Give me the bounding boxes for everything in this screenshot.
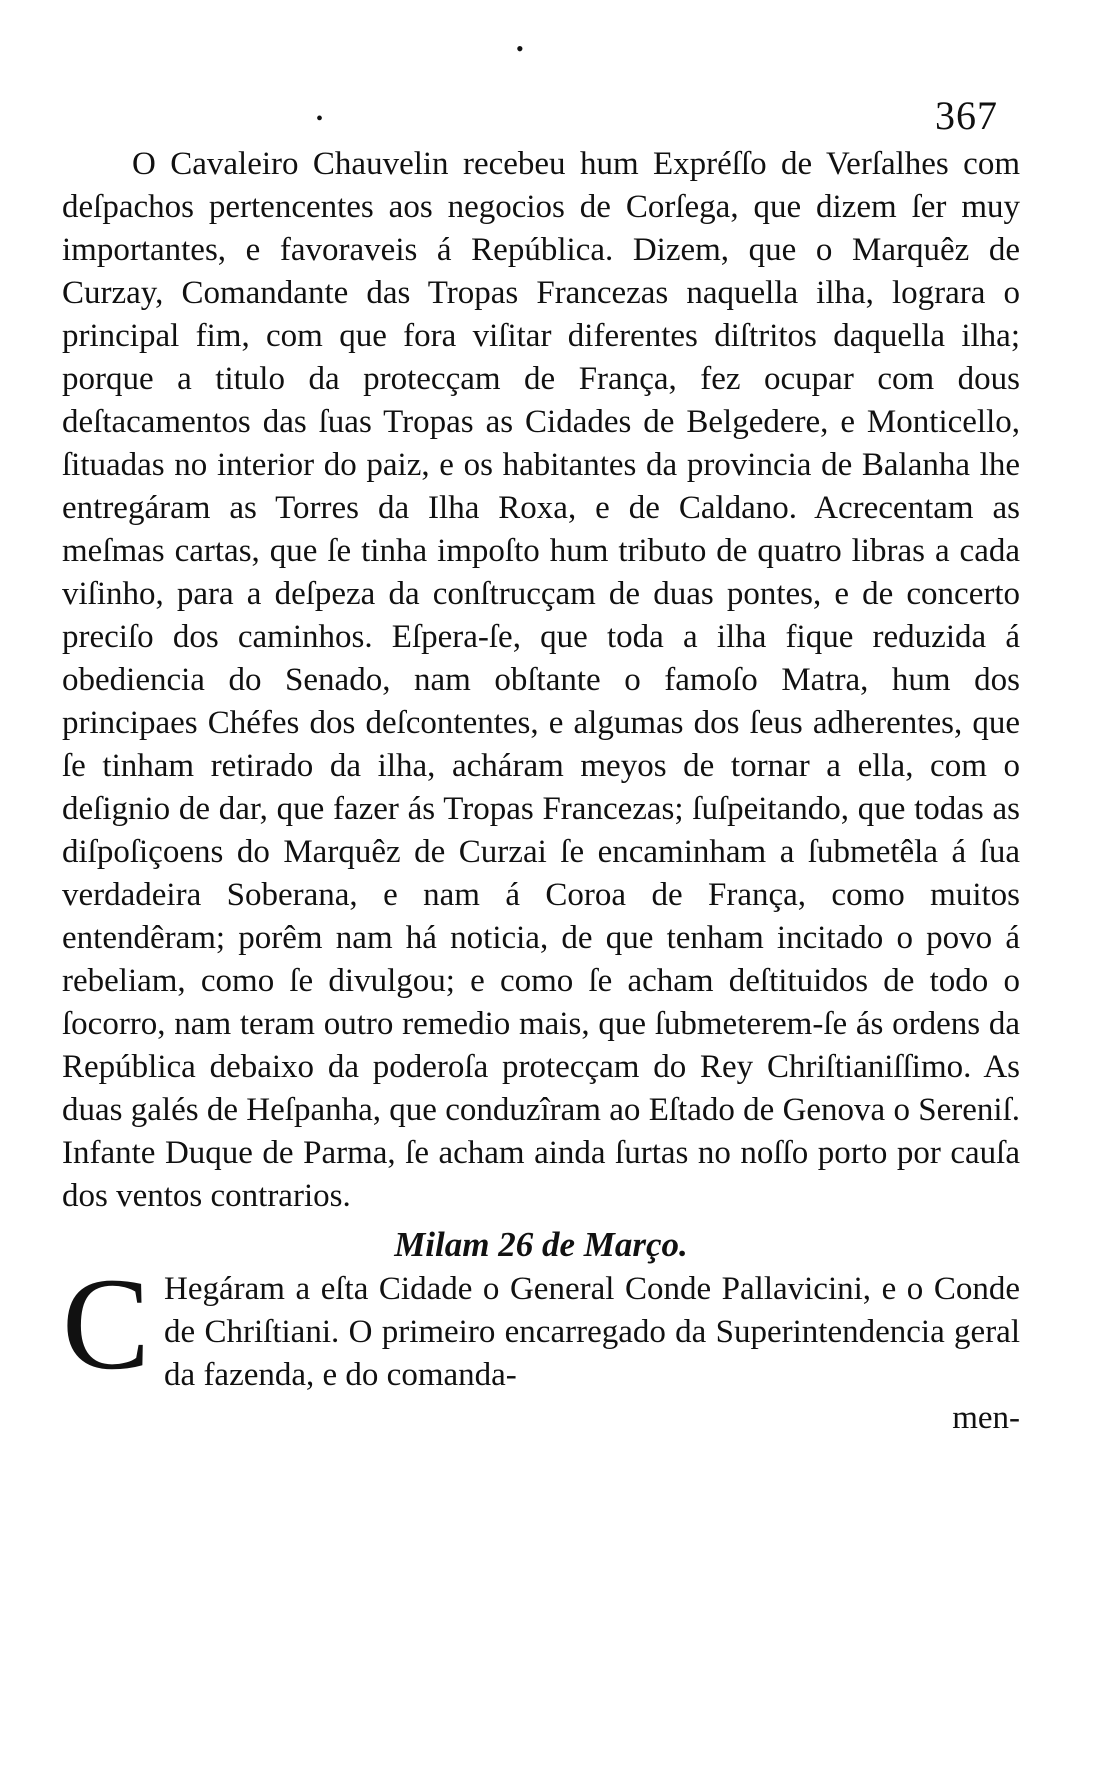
paragraph-milan-text: Hegáram a eſta Cidade o General Conde Pallavicini, e o Conde de Chriſtiani. O primeiro encarregado da Superintendencia geral da fazenda, e do comanda- xyxy=(164,1271,1020,1393)
ink-speck: • xyxy=(316,108,324,130)
drop-cap: C xyxy=(62,1250,151,1397)
paragraph-versailles-corsica: O Cavaleiro Chauvelin recebeu hum Expréſſo de Verſalhes com deſpachos pertencentes aos negocios de Corſega, que dizem ſer muy importantes, e favoraveis á República. Dizem, que o Marquêz de Curzay, Comandante das Tropas Francezas naquella ilha, lograra o principal fim, com que fora viſitar diferentes diſtritos daquella ilha; porque a titulo da protecçam de França, fez ocupar com dous deſtacamentos das ſuas Tropas as Cidades de Belgedere, e Monticello, ſituadas no interior do paiz, e os habitantes da provincia de Balanha lhe entregáram as Torres da Ilha Roxa, e de Caldano. Acrecentam as meſmas cartas, que ſe tinha impoſto hum tributo de quatro libras a cada viſinho, para a deſpeza da conſtrucçam de duas pontes, e de concerto preciſo dos caminhos. Eſpera-ſe, que toda a ilha fique reduzida á obediencia do Senado, nam obſtante o famoſo Matra, hum dos principaes Chéfes dos deſcontentes, e algumas dos ſeus adherentes, que ſe tinham retirado da ilha, acháram meyos de tornar a ella, com o deſignio de dar, que fazer ás Tropas Francezas; ſuſpeitando, que todas as diſpoſiçoens do Marquêz de Curzai ſe encaminham a ſubmetêla á ſua verdadeira Soberana, e nam á Coroa de França, como muitos entendêram; porêm nam há noticia, de que tenham incitado o povo á rebeliam, como ſe divulgou; e como ſe acham deſtituidos de todo o ſocorro, nam teram outro remedio mais, que ſubmeterem-ſe ás ordens da República debaixo da poderoſa protecçam do Rey Chriſtianiſſimo. As duas galés de Heſpanha, que conduzîram ao Eſtado de Genova o Sereniſ. Infante Duque de Parma, ſe acham ainda ſurtas no noſſo porto por cauſa dos ventos contrarios. xyxy=(62,146,1020,1214)
page-number: 367 xyxy=(935,93,998,138)
paragraph-milan xyxy=(62,1250,1020,1397)
ink-speck: • xyxy=(516,36,524,61)
dateline-milan: Milam 26 de Março. xyxy=(394,1225,688,1264)
catchword: men- xyxy=(952,1400,1020,1436)
